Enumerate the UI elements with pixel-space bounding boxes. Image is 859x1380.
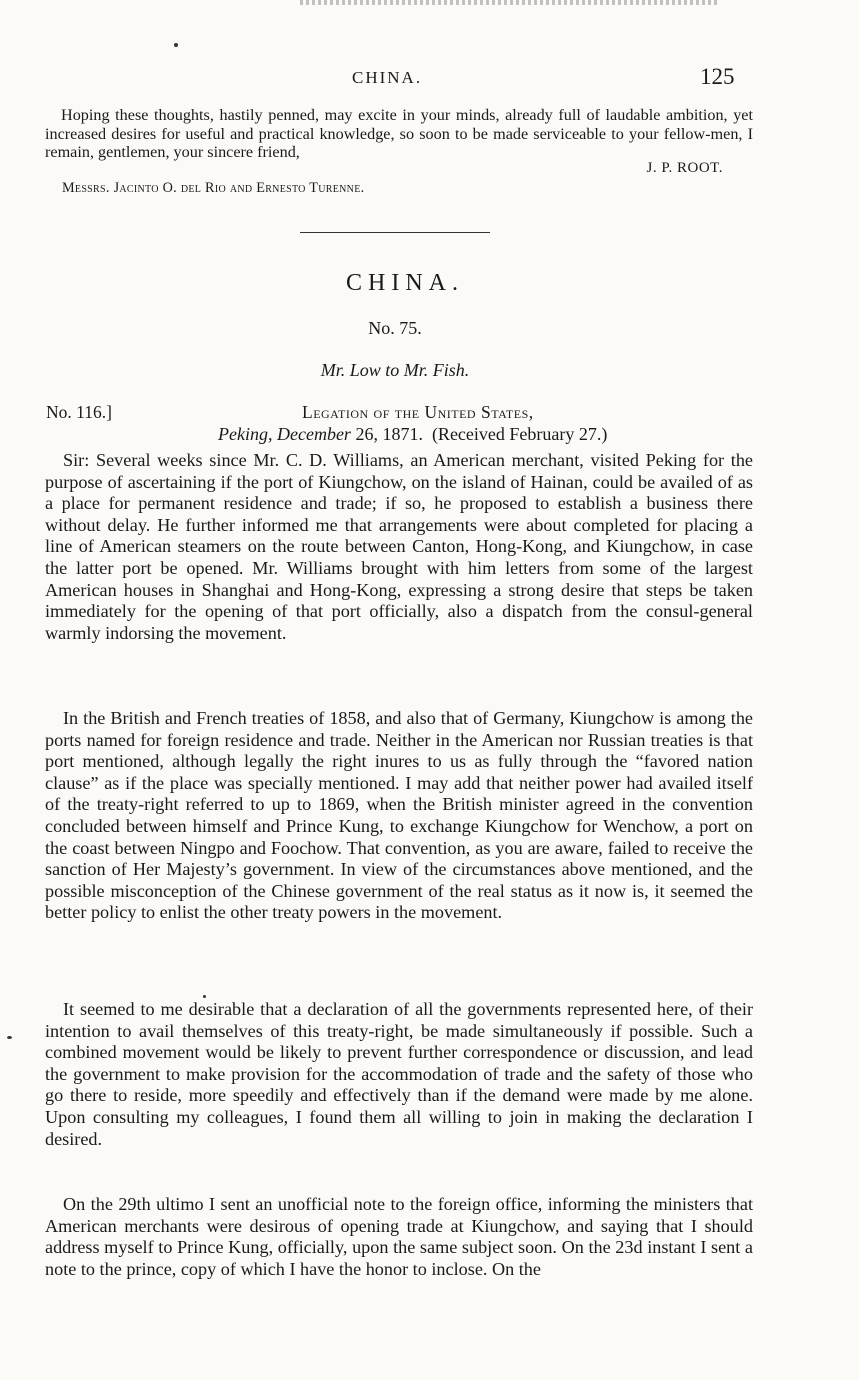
dispatch-number: No. 116.] [46, 402, 112, 422]
document-number: No. 75. [368, 318, 422, 338]
received-date: (Received February 27.) [431, 424, 608, 444]
ink-speck [7, 1036, 12, 1039]
legation-header: Legation of the United States, [302, 402, 534, 422]
section-title: CHINA. [346, 270, 464, 296]
correspondents: Mr. Low to Mr. Fish. [320, 360, 470, 380]
ink-speck [174, 43, 178, 47]
page-number: 125 [700, 64, 735, 89]
body-paragraph: In the British and French treaties of 1858, and also that of Germany, Kiungchow is among the ports named for foreign residence and trade. Neither in the American nor Russian treaties is that port mentioned, although legally the right inures to us as fully through the “favored nation clause” as if the place was specially mentioned. I may add that neither power had availed itself of the treaty-right referred to up to 1869, when the British minister agreed in the convention concluded between himself and Prince Kung, to exchange Kiungchow for Wenchow, a port on the coast between Ningpo and Foochow. That convention, as you are aware, failed to receive the sanction of Her Majesty’s government. In view of the circumstances above mentioned, and the possible misconception of the Chinese government of the real status as it now is, it seemed the better policy to enlist the other treaty powers in the movement. [45, 708, 753, 923]
body-paragraph: It seemed to me desirable that a declaration of all the governments represented here, of their intention to avail themselves of this treaty-right, be made simultaneously if possible. Such a combined movement would be likely to prevent further correspondence or discussion, and lead the government to make provision for the accommodation of trade and the safety of those who go there to reside, more speedily and effectively than if the demand were made by me alone. Upon consulting my colleagues, I found them all willing to join in making the declaration I desired. [45, 999, 753, 1149]
body-paragraph: Sir: Several weeks since Mr. C. D. Williams, an American merchant, visited Peking for the purpose of ascertaining if the port of Kiungchow, on the island of Hainan, could be availed of as a place for permanent residence and trade; if so, he proposed to establish a business there without delay. He further informed me that arrangements were about completed for placing a line of American steamers on the route between Canton, Hong-Kong, and Kiungchow, in case the latter port be opened. Mr. Williams brought with him letters from some of the largest American houses in Shanghai and Hong-Kong, expressing a strong desire that steps be taken immediately for the opening of that port officially, also a dispatch from the consul-general warmly indorsing the movement. [45, 450, 753, 643]
addressees: Messrs. Jacinto O. del Rio and Ernesto Turenne. [62, 180, 365, 196]
scan-artifact [300, 0, 720, 5]
body-paragraph: On the 29th ultimo I sent an unofficial note to the foreign office, informing the ministers that American merchants were desirous of opening trade at Kiungchow, and saying that I should address myself to Prince Kung, officially, upon the same subject soon. On the 23d instant I sent a note to the prince, copy of which I have the honor to inclose. On the [45, 1194, 753, 1279]
dateline [218, 424, 607, 445]
date-rest: 26, 1871. [350, 424, 423, 444]
section-divider [300, 232, 490, 233]
ink-speck [203, 995, 206, 998]
running-head [0, 64, 859, 88]
place-date: Peking, December [218, 424, 351, 444]
letter-closing: Hoping these thoughts, hastily penned, may excite in your minds, already full of laudable ambition, yet increased desires for useful and practical knowledge, so soon to be made serviceable to your fellow-men, I remain, gentlemen, your sincere friend, [45, 106, 753, 161]
running-head-title: CHINA. [352, 68, 423, 87]
signature: J. P. ROOT. [646, 160, 723, 176]
